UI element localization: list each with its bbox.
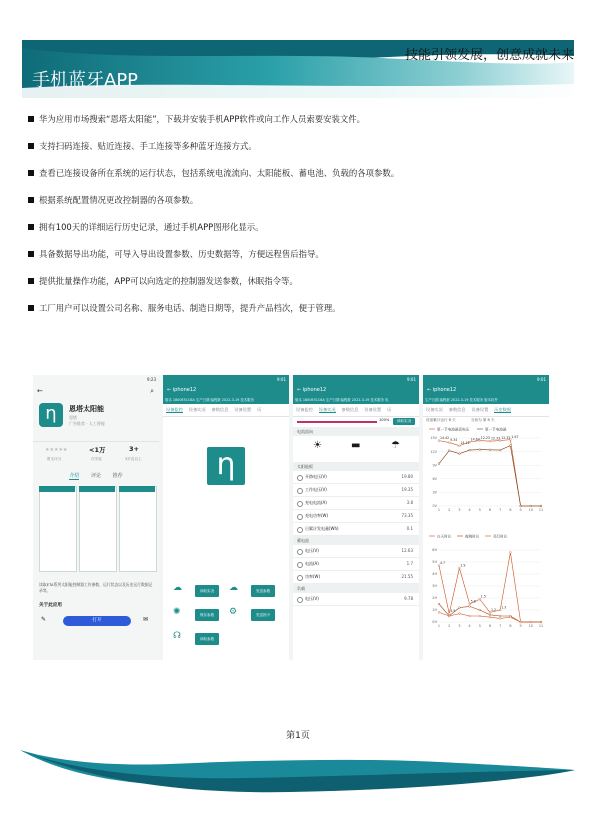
data-point — [438, 612, 440, 614]
page-title: 手机蓝牙APP — [32, 70, 139, 91]
device-info-bar: 生产日期 编程数 2022-3-19 技术服务 版本软件 — [423, 396, 549, 404]
device-info-bar: 版本 1800E51C6A 生产日期 编程数 2022-3-19 技术服务 — [163, 396, 289, 404]
device-header — [423, 385, 549, 396]
legend-label: 夜晚时长 — [465, 534, 480, 539]
y-tick-label: 0V — [432, 504, 437, 509]
table-row: 电压(V) 9.78 — [293, 593, 419, 606]
y-tick-label: 3V — [432, 490, 437, 495]
list-item: 拥有100天的详细运行历史记录，通过手机APP图形化显示。 — [28, 221, 573, 248]
app-screenshots — [33, 375, 549, 660]
y-tick-label: 6V — [432, 477, 437, 481]
open-button[interactable]: 打开 — [63, 616, 131, 626]
duration-chart — [423, 528, 549, 638]
tab-recommend[interactable]: 推荐 — [112, 473, 123, 479]
search-icon[interactable]: ⌕ — [150, 387, 154, 395]
data-point — [510, 552, 512, 554]
downloads-count: <1万 — [89, 446, 106, 454]
data-point — [510, 616, 512, 618]
x-tick-label: 10 — [528, 624, 533, 628]
data-label: 4.7 — [440, 561, 446, 566]
download-cloud-icon: ☁ — [173, 583, 182, 593]
list-item: 根据系统配置情况更改控制器的各项参数。 — [28, 194, 573, 221]
tab-params[interactable]: 参数信息 — [448, 407, 466, 412]
list-item: 查看已连接设备所在系统的运行状态，包括系统电流流向、太阳能板、蓄电池、负载的各项参数。 — [28, 167, 573, 194]
table-row: 电压(V) 12.63 — [293, 545, 419, 558]
tab-intro[interactable]: 介绍 — [69, 473, 80, 479]
x-tick-label: 11 — [538, 508, 544, 512]
data-point — [469, 615, 471, 617]
tab-params[interactable]: 参数信息 — [341, 407, 359, 412]
tab-history[interactable]: 历 — [387, 407, 392, 412]
data-point — [489, 616, 491, 618]
data-point — [520, 505, 522, 507]
data-point — [459, 453, 461, 455]
comment-icon[interactable]: ✉ — [143, 616, 149, 623]
tab-live[interactable]: 设备实况 — [426, 407, 443, 412]
screenshot-live-data — [293, 375, 419, 660]
downloads-label: 次安装 — [91, 457, 102, 461]
y-tick-label: 4H — [432, 572, 437, 577]
solar-panel-icon: ☀ — [313, 440, 322, 451]
data-point — [459, 613, 461, 615]
device-info-bar: 版本 1800E51C6A 生产日期 编程数 2022-3-19 技术服务 电 — [293, 396, 419, 404]
x-tick-label: 9 — [519, 624, 522, 628]
data-label: 1.97 — [511, 435, 519, 440]
y-tick-label: 1H — [432, 608, 437, 613]
data-label: 5.8 — [470, 599, 476, 604]
tab-history[interactable]: 历 — [257, 407, 262, 412]
x-tick-label: 5 — [478, 508, 481, 512]
status-bar: 9:01 — [293, 375, 419, 385]
back-arrow-icon[interactable]: ← — [427, 387, 432, 393]
table-row: 功率(W) 21.55 — [293, 571, 419, 584]
tab-history[interactable]: 历史数据 — [494, 407, 512, 412]
legend-label: 白天时长 — [437, 534, 452, 539]
data-point — [479, 615, 481, 617]
data-point — [540, 505, 542, 507]
save-params-button[interactable]: 保存参数 — [195, 609, 219, 621]
screenshot-history — [423, 375, 549, 660]
read-live-button[interactable]: 读取实况 — [195, 585, 219, 597]
data-label: 4.5 — [450, 609, 456, 614]
data-point — [448, 450, 450, 452]
send-command-button[interactable]: 发送指令 — [251, 609, 275, 621]
back-arrow-icon[interactable]: ← — [167, 387, 172, 393]
legend-label: 第一节电池最 — [485, 427, 507, 432]
tab-reviews[interactable]: 评论 — [90, 473, 101, 479]
data-point — [438, 603, 440, 605]
y-tick-label: 0H — [432, 620, 437, 625]
preview-images — [33, 482, 159, 582]
data-label: 1.9 — [460, 563, 466, 568]
tab-monitor[interactable]: 设备监控 — [166, 407, 183, 412]
device-header — [293, 385, 419, 396]
status-bar: 9:23 — [33, 375, 159, 385]
section-battery: 蓄电池 — [293, 536, 419, 545]
about-app-link[interactable]: 关于此应用 — [39, 603, 62, 608]
x-tick-label: 7 — [499, 624, 502, 628]
app-logo: η — [207, 447, 245, 485]
list-item: 支持扫码连接、贴近连接、手工连接等多种蓝牙连接方式。 — [28, 140, 573, 167]
table-row: 充电电流(A) 3.8 — [293, 497, 419, 510]
data-point — [530, 621, 532, 623]
app-tags: 广告推荐 · 人工智能 — [69, 421, 105, 426]
data-point — [479, 609, 481, 611]
data-label: 14.64 — [470, 437, 480, 442]
data-point — [489, 449, 491, 451]
bulb-icon: ✺ — [173, 607, 181, 617]
back-arrow-icon[interactable]: ← — [297, 387, 302, 393]
store-toolbar — [33, 385, 159, 397]
section-solar: 太阳能板 — [293, 462, 419, 471]
legend-label: 亮灯时长 — [493, 534, 508, 539]
section-load: 负载 — [293, 584, 419, 593]
device-tabs — [293, 404, 419, 417]
slogan-text: 技能引领发展，创意成就未来 — [404, 48, 574, 63]
x-tick-label: 3 — [458, 624, 461, 628]
device-tabs — [163, 404, 289, 417]
battery-icon: ▬ — [351, 440, 361, 451]
table-row: 工作电压(V) 19.35 — [293, 484, 419, 497]
age-rating: 3+ — [129, 445, 139, 453]
headset-icon: ☊ — [173, 631, 181, 641]
x-tick-label: 2 — [448, 508, 451, 512]
app-name: 恩塔太阳能 — [69, 405, 104, 413]
tab-params[interactable]: 参数信息 — [211, 407, 229, 412]
app-developer: 恩塔 — [69, 415, 77, 420]
x-tick-label: 10 — [528, 508, 533, 512]
tab-settings[interactable]: 设备设置 — [471, 407, 489, 412]
device-tabs — [423, 404, 549, 417]
data-point — [540, 621, 542, 623]
upload-cloud-icon: ☁ — [229, 583, 238, 593]
data-point — [489, 614, 491, 616]
section-flow: 电流流向 — [293, 427, 419, 436]
progress-text: 100% — [379, 418, 390, 422]
status-bar: 9:01 — [163, 375, 289, 385]
y-tick-label: 9V — [432, 463, 437, 468]
age-label: 3岁及以上 — [125, 457, 142, 461]
rating-stars-icon: ★★★★★ — [45, 447, 68, 453]
flow-diagram — [293, 436, 419, 462]
send-params-button[interactable]: 发送参数 — [251, 585, 275, 597]
data-point — [438, 463, 440, 465]
x-tick-label: 8 — [509, 508, 512, 512]
rating-label: 暂无评分 — [47, 457, 62, 461]
data-point — [479, 449, 481, 451]
data-point — [499, 618, 501, 620]
y-tick-label: 3H — [432, 584, 437, 589]
screenshot-app-store — [33, 375, 159, 660]
tab-live[interactable]: 设备实况 — [318, 407, 336, 412]
y-tick-label: 5H — [432, 560, 437, 565]
y-tick-label: 6H — [432, 548, 437, 553]
data-label: 14.42 — [440, 436, 450, 441]
legend-label: 第一节电池最高电压 — [437, 427, 470, 432]
x-tick-label: 5 — [478, 624, 481, 628]
x-tick-label: 4 — [468, 624, 471, 628]
history-current-day: 当前为 第 8 天 — [470, 418, 495, 422]
progress-bar — [297, 421, 377, 423]
table-row: 充电功率(W) 73.35 — [293, 510, 419, 523]
data-label: 12.23 — [480, 436, 490, 441]
back-arrow-icon[interactable]: ← — [37, 387, 43, 395]
table-row: 电流(A) 1.7 — [293, 558, 419, 571]
x-tick-label: 6 — [488, 624, 492, 628]
read-live-button[interactable]: 读取实况 — [393, 418, 415, 425]
screenshot-device-control — [163, 375, 289, 660]
x-tick-label: 4 — [468, 508, 471, 512]
data-point — [520, 621, 522, 623]
data-label: 1.2 — [491, 607, 497, 612]
page-number: 第1页 — [286, 731, 310, 741]
list-item: 工厂用户可以设置公司名称、服务电话、制造日期等，提升产品档次，便于管理。 — [28, 302, 573, 329]
voltage-chart — [423, 424, 549, 524]
status-bar: 9:01 — [423, 375, 549, 385]
app-description: 读取ETA系列太阳能控制器工作参数、运行状态以及历史运行数据记录等。 — [39, 582, 153, 593]
device-name: iphone12 — [172, 387, 197, 393]
tab-settings[interactable]: 设备设置 — [364, 407, 382, 412]
data-label: 1.3 — [501, 605, 507, 610]
x-tick-label: 7 — [499, 508, 502, 512]
data-point — [499, 449, 501, 451]
x-tick-label: 11 — [538, 624, 544, 628]
device-name: iphone12 — [432, 387, 457, 393]
y-tick-label: 15V — [430, 436, 437, 441]
data-point — [510, 445, 512, 447]
series-line — [439, 446, 541, 506]
device-header — [163, 385, 289, 396]
list-item: 具备数据导出功能，可导入导出设置参数、历史数据等，方便远程售后指导。 — [28, 248, 573, 275]
y-tick-label: 12V — [430, 449, 437, 454]
data-point — [448, 615, 450, 617]
tab-settings[interactable]: 设备设置 — [234, 407, 252, 412]
tab-monitor[interactable]: 设备监控 — [296, 407, 313, 412]
data-point — [469, 606, 471, 608]
y-tick-label: 2H — [432, 596, 437, 601]
x-tick-label: 3 — [458, 508, 461, 512]
table-row: 日累计发电量(Wh) 0.1 — [293, 523, 419, 536]
x-tick-label: 1 — [437, 508, 441, 512]
x-tick-label: 6 — [488, 508, 492, 512]
tab-live[interactable]: 设备实况 — [188, 407, 206, 412]
x-tick-label: 8 — [509, 624, 512, 628]
store-tabs — [33, 470, 159, 482]
x-tick-label: 9 — [519, 508, 522, 512]
data-point — [469, 449, 471, 451]
data-label: 14.12 — [460, 441, 470, 446]
gear-icon: ⚙ — [229, 607, 238, 617]
footer-wave — [0, 740, 596, 815]
read-params-button[interactable]: 读取参数 — [195, 633, 219, 645]
table-row: 开路电压(V) 19.80 — [293, 471, 419, 484]
device-name: iphone12 — [302, 387, 327, 393]
x-tick-label: 1 — [437, 624, 441, 628]
data-label: 9.34 — [450, 438, 458, 443]
data-label: 12.33 — [491, 436, 501, 441]
history-days-note: 设备累计运行 8 天 — [426, 418, 456, 422]
data-point — [459, 607, 461, 609]
x-tick-label: 2 — [448, 624, 451, 628]
list-item: 华为应用市场搜索“恩塔太阳能”，下载并安装手机APP软件或向工作人员索要安装文件。 — [28, 113, 573, 140]
app-logo: η — [39, 403, 63, 427]
data-label: 12.33 — [501, 436, 511, 441]
data-point — [530, 505, 532, 507]
list-item: 提供批量操作功能，APP可以向选定的控制器发送参数，休眠指令等。 — [28, 275, 573, 302]
feature-list — [28, 113, 573, 329]
data-point — [499, 615, 501, 617]
share-icon[interactable]: ✎ — [41, 616, 47, 623]
data-label: 1.5 — [480, 594, 486, 599]
lamp-icon: ☂ — [391, 440, 400, 451]
